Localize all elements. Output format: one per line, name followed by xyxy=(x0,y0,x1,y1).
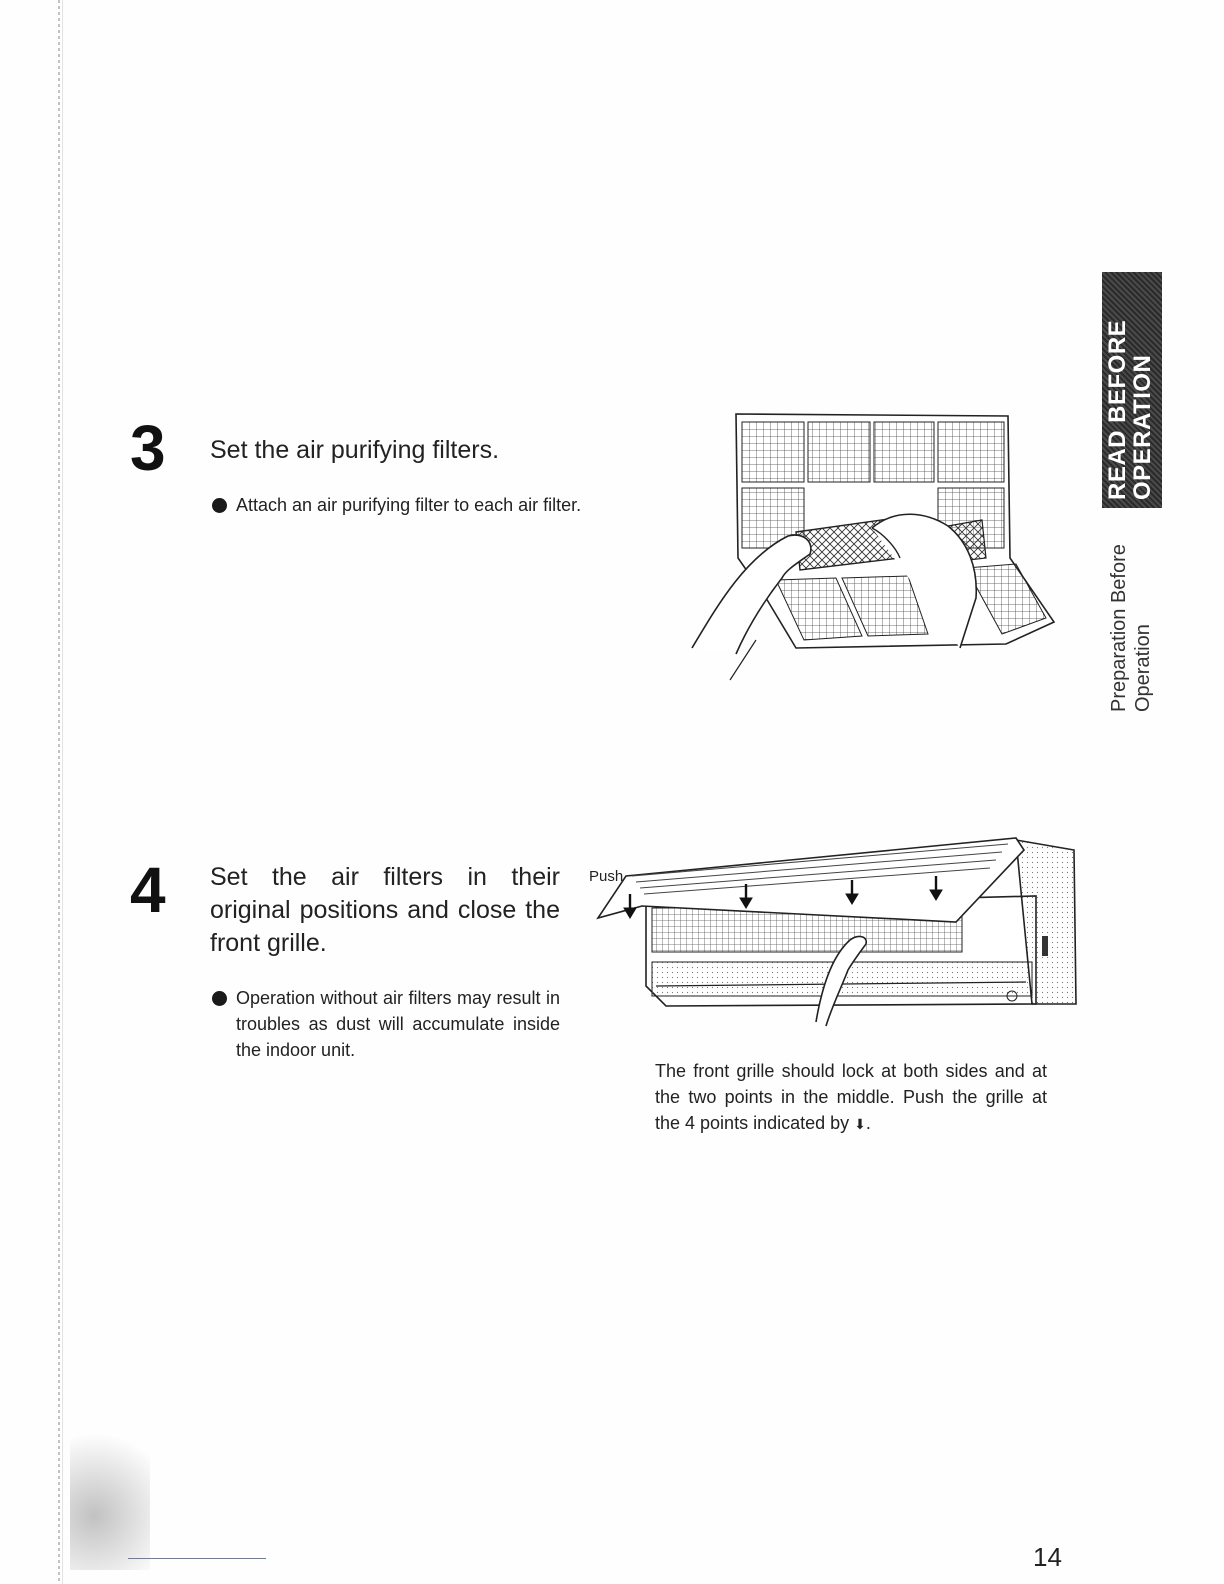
scan-edge-inner xyxy=(62,0,63,1584)
step-3-number: 3 xyxy=(130,412,166,484)
push-label: Push xyxy=(589,868,624,885)
step-4-caption: The front grille should lock at both sides and at the two points in the middle. Push the grille at the 4 points indicated by ⬇. xyxy=(655,1061,1047,1133)
section-tab-subtitle: Preparation Before Operation xyxy=(1108,544,1154,712)
scan-speckle xyxy=(70,1390,150,1570)
step-4-bullet xyxy=(236,985,560,1063)
page-number: 14 xyxy=(1033,1542,1062,1572)
section-tab-title: READ BEFORE OPERATION xyxy=(1104,319,1156,500)
bullet-dot-icon xyxy=(212,991,227,1006)
step-3-bullet-text: Attach an air purifying filter to each air filter. xyxy=(236,495,582,515)
air-purifying-filter-illustration xyxy=(686,408,1062,688)
bottom-rule xyxy=(128,1558,266,1559)
bullet-dot-icon xyxy=(212,498,227,513)
step-4-number: 4 xyxy=(130,854,166,926)
down-arrow-icon: ⬇ xyxy=(854,1116,866,1132)
scan-edge xyxy=(58,0,60,1584)
indoor-unit-illustration xyxy=(596,836,1084,1028)
step-4-bullet-text: Operation without air filters may result in troubles as dust will accumulate inside the indoor unit. xyxy=(236,988,560,1060)
step-3-bullet xyxy=(236,492,616,518)
step-4-title: Set the air filters in their original positions and close the front grille. xyxy=(210,863,560,957)
step-3-title: Set the air purifying filters. xyxy=(210,436,500,464)
